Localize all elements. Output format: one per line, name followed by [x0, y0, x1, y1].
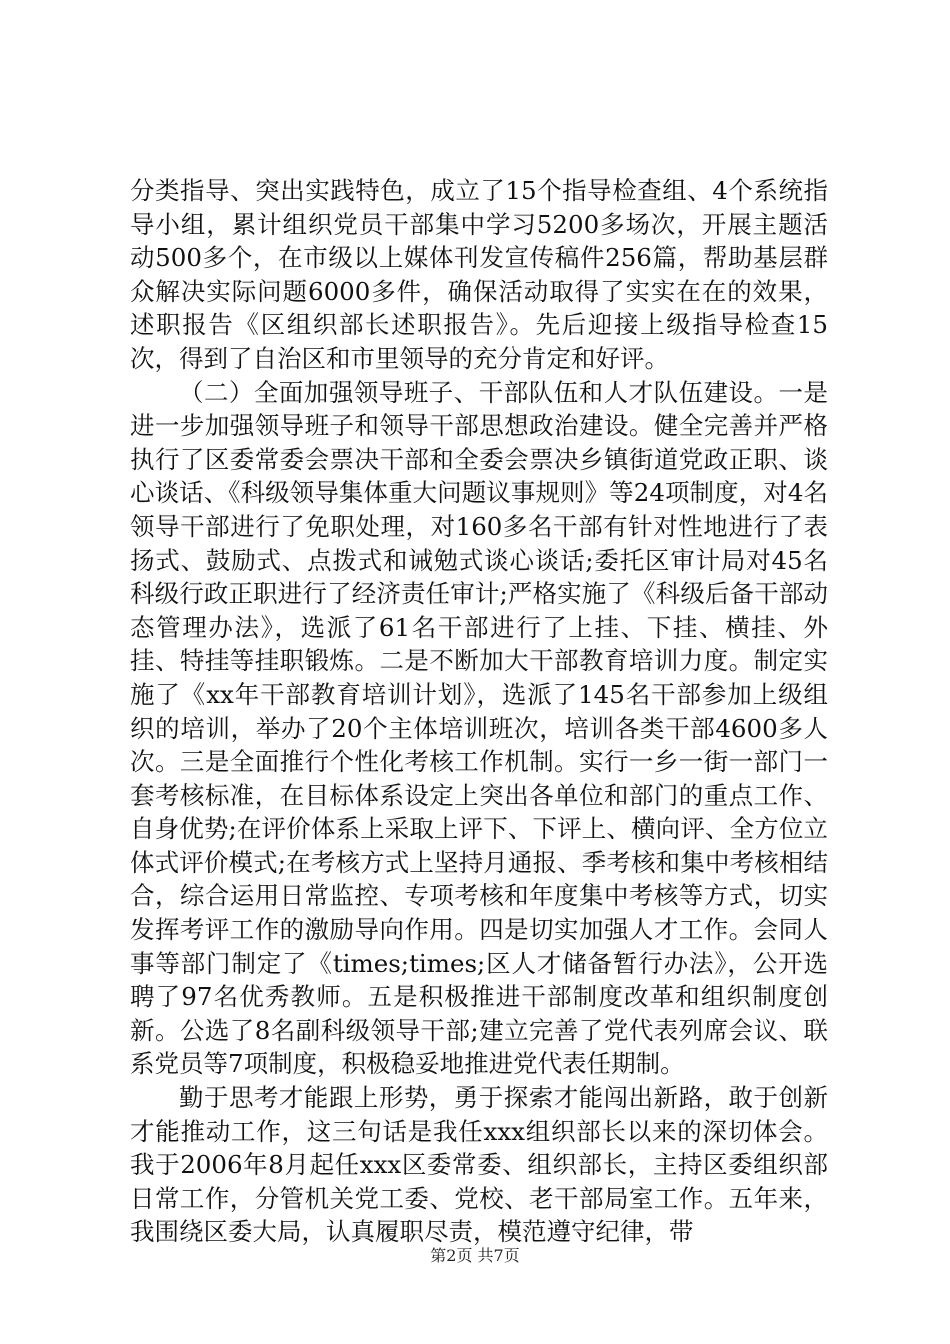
paragraph-team-building: （二）全面加强领导班子、干部队伍和人才队伍建设。一是进一步加强领导班子和领导干部思想政治建设。健全完善并严格执行了区委常委会票决干部和全委会票决乡镇街道党政正职、谈心谈话、《科级领导集体重大问题议事规则》等24项制度，对4名领导干部进行了免职处理，对160多名干部有针对性地进行了表扬式、鼓励式、点拨式和诫勉式谈心谈话;委托区审计局对45名科级行政正职进行了经济责任审计;严格实施了《科级后备干部动态管理办法》，选派了61名干部进行了上挂、下挂、横挂、外挂、特挂等挂职锻炼。二是不断加大干部教育培训力度。制定实施了《xx年干部教育培训计划》，选派了145名干部参加上级组织的培训，举办了20个主体培训班次，培训各类干部4600多人次。三是全面推行个性化考核工作机制。实行一乡一街一部门一套考核标准，在目标体系设定上突出各单位和部门的重点工作、自身优势;在评价体系上采取上评下、下评上、横向评、全方位立体式评价模式;在考核方式上坚持月通报、季考核和集中考核相结合，综合运用日常监控、专项考核和年度集中考核等方式，切实发挥考评工作的激励导向作用。四是切实加强人才工作。会同人事等部门制定了《times;times;区人才储备暂行办法》，公开选聘了97名优秀教师。五是积极推进干部制度改革和组织制度创新。公选了8名副科级领导干部;建立完善了党代表列席会议、联系党员等7项制度，积极稳妥地推进党代表任期制。	[130, 377, 828, 1079]
paragraph-personal-reflection: 勤于思考才能跟上形势，勇于探索才能闯出新路，敢于创新才能推动工作，这三句话是我任xxx组织部长以来的深切体会。我于2006年8月起任xxx区委常委、组织部长，主持区委组织部日常工作，分管机关党工委、党校、老干部局室工作。五年来，我围绕区委大局，认真履职尽责，模范遵守纪律，带	[130, 1083, 828, 1247]
paragraph-activity-summary: 分类指导、突出实践特色，成立了15个指导检查组、4个系统指导小组，累计组织党员干部集中学习5200多场次，开展主题活动500多个，在市级以上媒体刊发宣传稿件256篇，帮助基层群众解决实际问题6000多件，确保活动取得了实实在在的效果，述职报告《区组织部长述职报告》。先后迎接上级指导检查15次，得到了自治区和市里领导的充分肯定和好评。	[130, 176, 828, 373]
page-number-footer: 第2页 共7页	[430, 1246, 520, 1265]
document-body	[130, 174, 828, 1249]
